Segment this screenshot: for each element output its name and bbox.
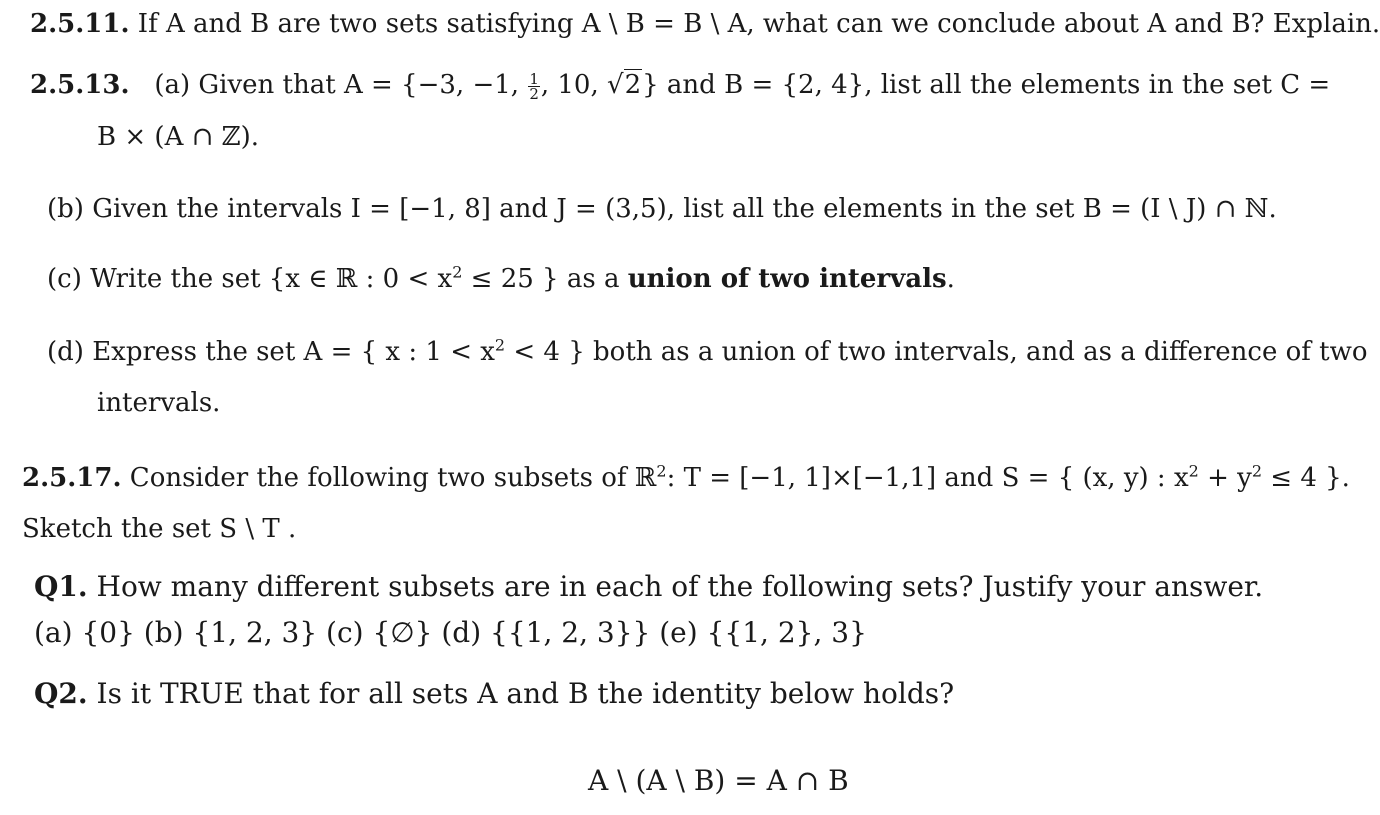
part-a-after-frac: , 10, √ [540, 70, 624, 100]
question-2-identity: A \ (A \ B) = A ∩ B [588, 764, 849, 797]
part-a-after-sqrt: } and B = {2, 4}, list all the elements in the set C = [642, 70, 1331, 100]
question-1: Q1. How many different subsets are in each of the following sets? Justify your answer. [34, 570, 1264, 603]
question-number: Q2. [34, 677, 88, 710]
problem-number: 2.5.17. [22, 463, 122, 493]
problem-number: 2.5.13. [30, 70, 130, 100]
fraction-one-half: $\frac{1}{2}$ [529, 69, 539, 103]
problem-2-5-13-b: (b) Given the intervals I = [−1, 8] and J = (3,5), list all the elements in the set B = (I \ J) ∩ ℕ. [47, 194, 1277, 224]
problem-2-5-13-a [30, 69, 1330, 101]
problem-number: 2.5.11. [30, 9, 130, 39]
problem-text: If A and B are two sets satisfying A \ B = B \ A, what can we conclude about A and B? Explain. [137, 9, 1380, 39]
problem-2-5-13-a-continued: B × (A ∩ ℤ). [97, 122, 260, 152]
question-2: Q2. Is it TRUE that for all sets A and B the identity below holds? [34, 677, 955, 710]
question-1-options: (a) {0} (b) {1, 2, 3} (c) {∅} (d) {{1, 2, 3}} (e) {{1, 2}, 3} [34, 616, 867, 649]
sqrt-argument: 2 [624, 70, 642, 100]
question-number: Q1. [34, 570, 88, 603]
problem-2-5-17-line2: Sketch the set S \ T . [22, 514, 297, 544]
problem-2-5-13-d-continued: intervals. [97, 388, 221, 418]
part-a-lead: (a) Given that A = {−3, −1, [154, 70, 528, 100]
problem-2-5-13-c: (c) Write the set {x ∈ ℝ : $0 < x^2 \le 25$ } as a union of two intervals. [47, 262, 955, 294]
problem-2-5-17: 2.5.17. Consider the following two subsets of ℝ$^2$: T = [−1, 1]×[−1,1] and S = { (x, y) : $x^2 + y^2 \le 4$ }. [22, 461, 1350, 493]
problem-2-5-13-d: (d) Express the set A = { x : $1 < x^2 < 4$ } both as a union of two intervals, and as a difference of two [47, 335, 1368, 367]
problem-2-5-11 [30, 8, 1380, 40]
emphasis-union: union of two intervals [627, 264, 947, 294]
